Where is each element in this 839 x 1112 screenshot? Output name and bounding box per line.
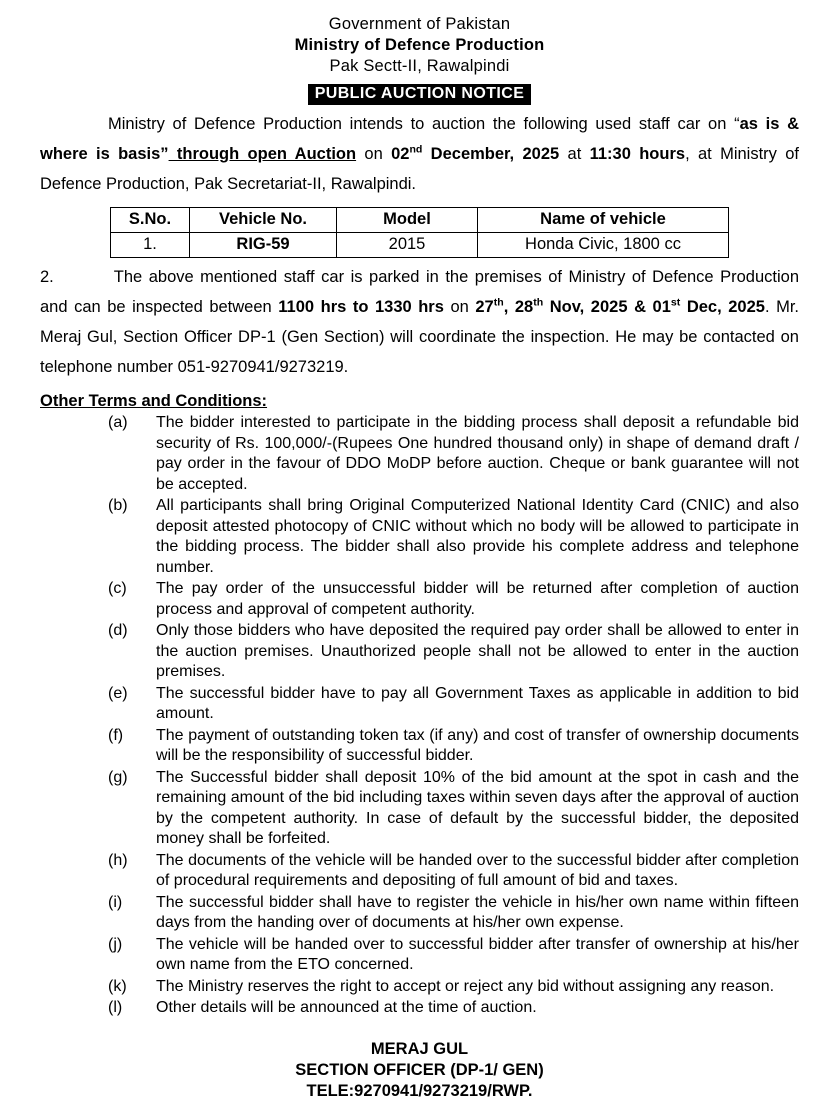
org-government: Government of Pakistan xyxy=(328,15,511,33)
intro-text-4: , at Ministry of Defence Production, Pak Secretariat-II, Rawalpindi. xyxy=(40,145,800,193)
inspection-date-4: Dec, 2025 xyxy=(680,298,765,316)
list-item-marker: (e) xyxy=(108,684,128,702)
intro-time: 11:30 hours xyxy=(589,145,686,163)
list-item-text: The successful bidder shall have to register the vehicle in his/her own name within fifteen days from the handing over of documents at his/her own expense. xyxy=(156,893,799,931)
notice-title-wrap xyxy=(40,84,799,105)
cell-model: 2015 xyxy=(337,233,478,258)
list-item-marker: (g) xyxy=(108,768,128,786)
list-item-marker: (h) xyxy=(108,851,128,869)
terms-list xyxy=(40,413,799,1019)
list-item-text: The Successful bidder shall deposit 10% of the bid amount at the spot in cash and the remaining amount of the bid including taxes within seven days after the approval of auction by the competent authority. In case of default by the successful bidder, the deposited money shall be forfeited. xyxy=(156,768,799,847)
cell-sno: 1. xyxy=(111,233,190,258)
intro-date-month: December, 2025 xyxy=(422,145,560,163)
list-item xyxy=(108,935,799,976)
cell-vehicle-name: Honda Civic, 1800 cc xyxy=(478,233,729,258)
list-item-marker: (l) xyxy=(108,999,123,1016)
inspection-date-3: Nov, 2025 & 01 xyxy=(543,298,671,316)
inspection-date-1-suffix: th xyxy=(493,296,504,309)
list-item-text: Only those bidders who have deposited the required pay order shall be allowed to enter in the auction premises. Unauthorized people shall not be allowed to enter in the auction premises. xyxy=(156,622,799,680)
list-item-marker: (i) xyxy=(108,893,123,911)
inspection-date-1: 27 xyxy=(475,298,494,316)
list-item-text: The successful bidder have to pay all Government Taxes as applicable in addition to bid amount. xyxy=(156,684,799,722)
vehicle-table xyxy=(110,207,729,258)
list-item-marker: (k) xyxy=(108,977,127,995)
list-item xyxy=(108,977,799,998)
list-item xyxy=(108,496,799,578)
inspection-hours: 1100 hrs to 1330 hrs xyxy=(278,298,444,316)
list-item-marker: (a) xyxy=(108,414,128,431)
list-item xyxy=(108,684,799,725)
inspection-date-2-suffix: th xyxy=(533,296,544,309)
list-item-text: The documents of the vehicle will be handed over to the successful bidder after completion of procedural requirements and depositing of full amount of bid and taxes. xyxy=(156,851,799,889)
paragraph-2-text-1: The above mentioned staff car is parked in the premises of Ministry of Defence Production and can be inspected between xyxy=(40,268,799,316)
column-header-model: Model xyxy=(337,208,478,233)
list-item-text: Other details will be announced at the time of auction. xyxy=(156,999,537,1016)
paragraph-2 xyxy=(40,262,799,382)
list-item xyxy=(108,726,799,767)
list-item xyxy=(108,413,799,495)
table-header-row xyxy=(111,208,729,233)
list-item xyxy=(108,621,799,683)
list-item xyxy=(108,998,799,1019)
list-item-text: The vehicle will be handed over to successful bidder after transfer of ownership at his/her own name from the ETO concerned. xyxy=(156,935,799,973)
list-item-text: The bidder interested to participate in the bidding process shall deposit a refundable bid security of Rs. 100,000/-(Rupees One hundred thousand only) in shape of demand draft / pay order in the favour of DDO MoDP before auction. Cheque or bank guarantee will not be accepted. xyxy=(156,414,799,493)
org-ministry: Ministry of Defence Production xyxy=(294,36,545,54)
intro-paragraph xyxy=(40,109,799,199)
column-header-name: Name of vehicle xyxy=(478,208,729,233)
list-item-text: The pay order of the unsuccessful bidder will be returned after completion of auction process and approval of competent authority. xyxy=(156,580,799,618)
list-item-marker: (j) xyxy=(108,935,123,953)
list-item-marker: (f) xyxy=(108,726,124,744)
org-address: Pak Sectt-II, Rawalpindi xyxy=(329,57,510,75)
page-title: PUBLIC AUCTION NOTICE xyxy=(308,84,532,105)
column-header-sno: S.No. xyxy=(111,208,190,233)
paragraph-2-number: 2. xyxy=(40,268,54,286)
intro-date-suffix: nd xyxy=(409,143,423,156)
column-header-vehicle-no: Vehicle No. xyxy=(190,208,337,233)
signatory-designation: SECTION OFFICER (DP-1/ GEN) xyxy=(295,1060,544,1079)
inspection-date-3-suffix: st xyxy=(670,296,681,309)
table-row xyxy=(111,233,729,258)
cell-vehicle-no: RIG-59 xyxy=(190,233,337,258)
intro-text-1: Ministry of Defence Production intends to auction the following used staff car on “ xyxy=(108,115,740,133)
list-item-text: The payment of outstanding token tax (if any) and cost of transfer of ownership documents will be the responsibility of successful bidder. xyxy=(156,726,799,764)
list-item xyxy=(108,851,799,892)
list-item xyxy=(108,579,799,620)
inspection-date-2: , 28 xyxy=(503,298,534,316)
list-item-text: The Ministry reserves the right to accept or reject any bid without assigning any reason. xyxy=(156,977,775,995)
intro-text-3: at xyxy=(559,145,590,163)
paragraph-2-text-3: . Mr. Meraj Gul, Section Officer DP-1 (Gen Section) will coordinate the inspection. He may be contacted on telephone number 051-9270941/9273219. xyxy=(40,298,800,376)
paragraph-2-text-2: on xyxy=(443,298,476,316)
list-item-marker: (d) xyxy=(108,622,128,639)
intro-date-day: 02 xyxy=(391,145,410,163)
list-item-marker: (c) xyxy=(108,580,127,597)
list-item xyxy=(108,768,799,850)
intro-bold-1: as is & where is basis” xyxy=(40,115,799,163)
intro-underline-1: through open Auction xyxy=(168,145,357,163)
terms-heading: Other Terms and Conditions: xyxy=(40,392,268,410)
intro-text-2: on xyxy=(356,145,392,163)
list-item-text: All participants shall bring Original Computerized National Identity Card (CNIC) and also deposit attested photocopy of CNIC without which no body will be allowed to participate in the bidding process. The bidder shall also provide his complete address and telephone number. xyxy=(156,497,799,576)
list-item xyxy=(108,893,799,934)
signatory-name: MERAJ GUL xyxy=(370,1039,469,1058)
list-item-marker: (b) xyxy=(108,497,128,514)
signatory-telephone: TELE:9270941/9273219/RWP. xyxy=(306,1081,533,1100)
signature-block xyxy=(40,1039,799,1102)
